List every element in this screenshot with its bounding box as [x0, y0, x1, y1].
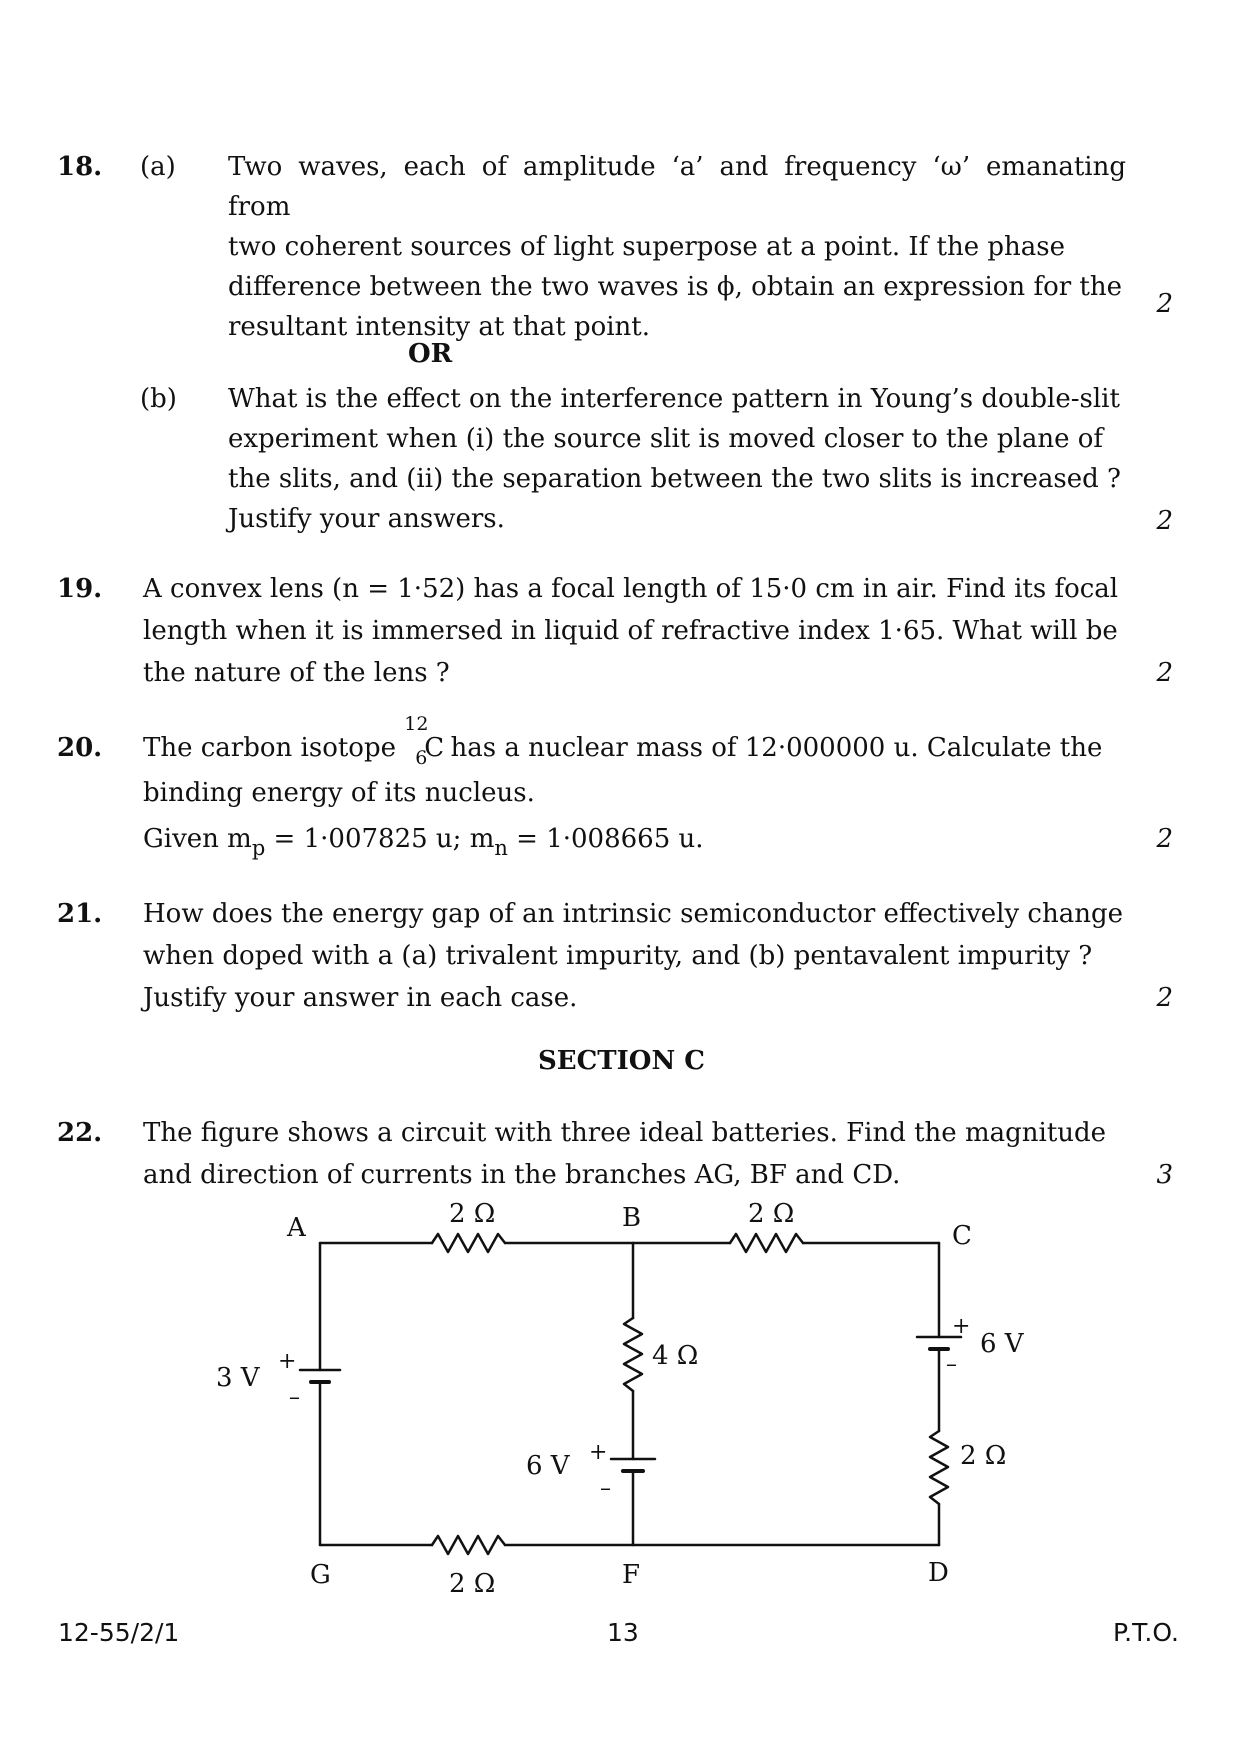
section-heading: SECTION C: [538, 1046, 705, 1076]
resistor-gf: [432, 1536, 505, 1554]
paper-code: 12-55/2/1: [58, 1618, 180, 1647]
battery-bf-minus-sign: –: [600, 1476, 611, 1501]
battery-ag-plus-sign: +: [278, 1349, 297, 1374]
given-end: = 1·008665 u.: [507, 824, 704, 854]
question-number-18: 18.: [57, 152, 103, 182]
q22-line-2: and direction of currents in the branches AG, BF and CD.: [143, 1160, 901, 1190]
q18b-line-2: experiment when (i) the source slit is moved closer to the plane of: [228, 424, 1104, 454]
node-label-d: D: [928, 1558, 949, 1588]
q20-line-1-before: The carbon isotope: [143, 733, 396, 763]
battery-ag-minus-sign: –: [289, 1385, 300, 1410]
node-label-c: C: [952, 1221, 972, 1251]
resistor-bf: [624, 1318, 642, 1391]
q18a-line-1: Two waves, each of amplitude ‘a’ and frequency ‘ω’ emanating from: [228, 152, 1126, 222]
q18-part-b-label: (b): [140, 384, 177, 414]
node-label-a: A: [287, 1213, 306, 1243]
resistor-cd: [930, 1431, 948, 1504]
battery-cd-voltage: 6 V: [980, 1329, 1024, 1359]
q18a-line-3: difference between the two waves is ϕ, obtain an expression for the: [228, 272, 1122, 302]
resistor-bc-label: 2 Ω: [748, 1199, 795, 1229]
please-turn-over: P.T.O.: [1113, 1618, 1179, 1647]
q19-marks: 2: [1156, 658, 1173, 688]
isotope-atomic-number: 6: [415, 747, 428, 769]
q20-line-1-after: has a nuclear mass of 12·000000 u. Calculate the: [450, 733, 1103, 763]
q18a-marks: 2: [1156, 289, 1173, 319]
q18b-marks: 2: [1156, 506, 1173, 536]
q18a-line-2: two coherent sources of light superpose at a point. If the phase: [228, 232, 1066, 262]
q18b-line-4: Justify your answers.: [228, 504, 505, 534]
node-label-b: B: [622, 1203, 642, 1233]
battery-cd-minus-sign: –: [946, 1352, 957, 1377]
node-label-g: G: [310, 1560, 331, 1590]
q22-marks: 3: [1156, 1160, 1173, 1190]
question-number-20: 20.: [57, 733, 103, 763]
page-number: 13: [607, 1618, 639, 1647]
q19-line-1: A convex lens (n = 1·52) has a focal length of 15·0 cm in air. Find its focal: [143, 574, 1119, 604]
resistor-ab-label: 2 Ω: [449, 1199, 496, 1229]
resistor-gf-label: 2 Ω: [449, 1569, 496, 1599]
battery-ag-voltage: 3 V: [216, 1363, 260, 1393]
resistor-ab: [432, 1234, 505, 1252]
q22-line-1: The figure shows a circuit with three ideal batteries. Find the magnitude: [143, 1118, 1107, 1148]
q21-marks: 2: [1156, 983, 1173, 1013]
q19-line-3: the nature of the lens ?: [143, 658, 450, 688]
q18b-line-1: What is the effect on the interference pattern in Young’s double-slit: [228, 384, 1120, 414]
battery-bf-voltage: 6 V: [526, 1451, 570, 1481]
question-number-19: 19.: [57, 574, 103, 604]
q18-part-a-label: (a): [140, 152, 176, 182]
isotope-mass-number: 12: [404, 713, 429, 735]
given-prefix: Given m: [143, 824, 252, 854]
q21-line-2: when doped with a (a) trivalent impurity, and (b) pentavalent impurity ?: [143, 941, 1093, 971]
battery-bf-plus-sign: +: [589, 1440, 608, 1465]
q20-line-2: binding energy of its nucleus.: [143, 778, 535, 808]
q20-marks: 2: [1156, 824, 1173, 854]
resistor-bc: [730, 1234, 803, 1252]
or-separator: OR: [408, 339, 453, 369]
q21-line-1: How does the energy gap of an intrinsic semiconductor effectively change: [143, 899, 1124, 929]
given-mid: = 1·007825 u; m: [265, 824, 495, 854]
q19-line-2: length when it is immersed in liquid of refractive index 1·65. What will be: [143, 616, 1118, 646]
isotope-symbol: C: [424, 733, 445, 763]
node-label-f: F: [622, 1560, 641, 1590]
question-number-22: 22.: [57, 1118, 103, 1148]
q18b-line-3: the slits, and (ii) the separation between the two slits is increased ?: [228, 464, 1122, 494]
q21-line-3: Justify your answer in each case.: [143, 983, 578, 1013]
resistor-cd-label: 2 Ω: [960, 1441, 1007, 1471]
question-number-21: 21.: [57, 899, 103, 929]
subscript-n: n: [494, 836, 508, 860]
battery-cd-plus-sign: +: [952, 1314, 971, 1339]
subscript-p: p: [251, 836, 266, 860]
q18a-line-4: resultant intensity at that point.: [228, 312, 651, 342]
resistor-bf-label: 4 Ω: [652, 1341, 699, 1371]
